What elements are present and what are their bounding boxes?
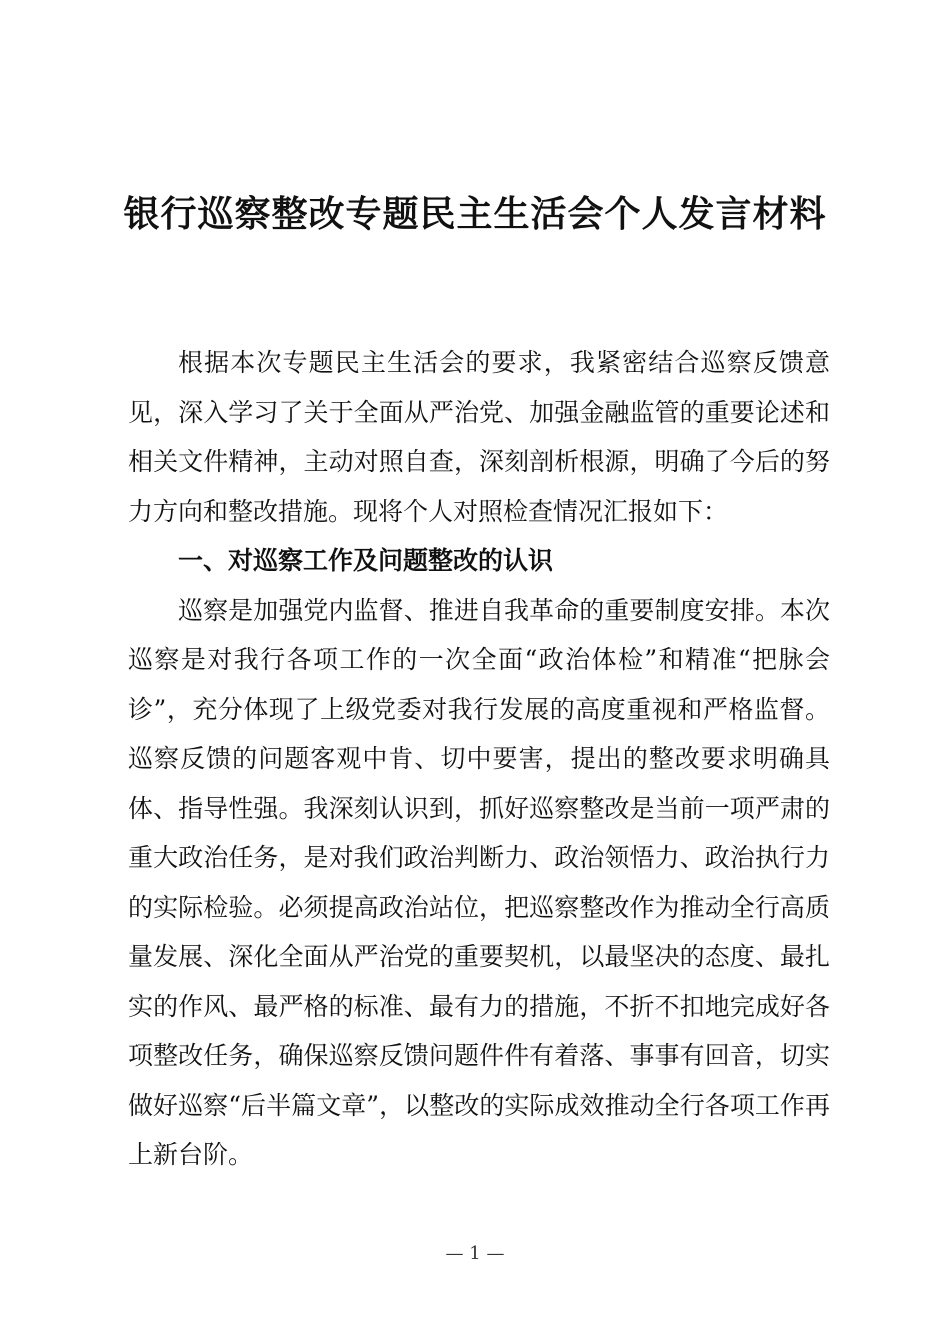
document-body: [128, 338, 830, 1180]
intro-paragraph: 根据本次专题民主生活会的要求，我紧密结合巡察反馈意见，深入学习了关于全面从严治党、加强金融监管的重要论述和相关文件精神，主动对照自查，深刻剖析根源，明确了今后的努力方向和整改措施。现将个人对照检查情况汇报如下：: [128, 348, 830, 526]
document-title: 银行巡察整改专题民主生活会个人发言材料: [123, 193, 827, 235]
section-paragraph: 巡察是加强党内监督、推进自我革命的重要制度安排。本次巡察是对我行各项工作的一次全面“政治体检”和精准“把脉会诊”，充分体现了上级党委对我行发展的高度重视和严格监督。巡察反馈的问题客观中肯、切中要害，提出的整改要求明确具体、指导性强。我深刻认识到，抓好巡察整改是当前一项严肃的重大政治任务，是对我们政治判断力、政治领悟力、政治执行力的实际检验。必须提高政治站位，把巡察整改作为推动全行高质量发展、深化全面从严治党的重要契机，以最坚决的态度、最扎实的作风、最严格的标准、最有力的措施，不折不扣地完成好各项整改任务，确保巡察反馈问题件件有着落、事事有回音，切实做好巡察“后半篇文章”，以整改的实际成效推动全行各项工作再上新台阶。: [128, 595, 830, 1169]
section-heading: 一、对巡察工作及问题整改的认识: [178, 546, 554, 575]
page-number: — 1 —: [445, 1243, 505, 1264]
